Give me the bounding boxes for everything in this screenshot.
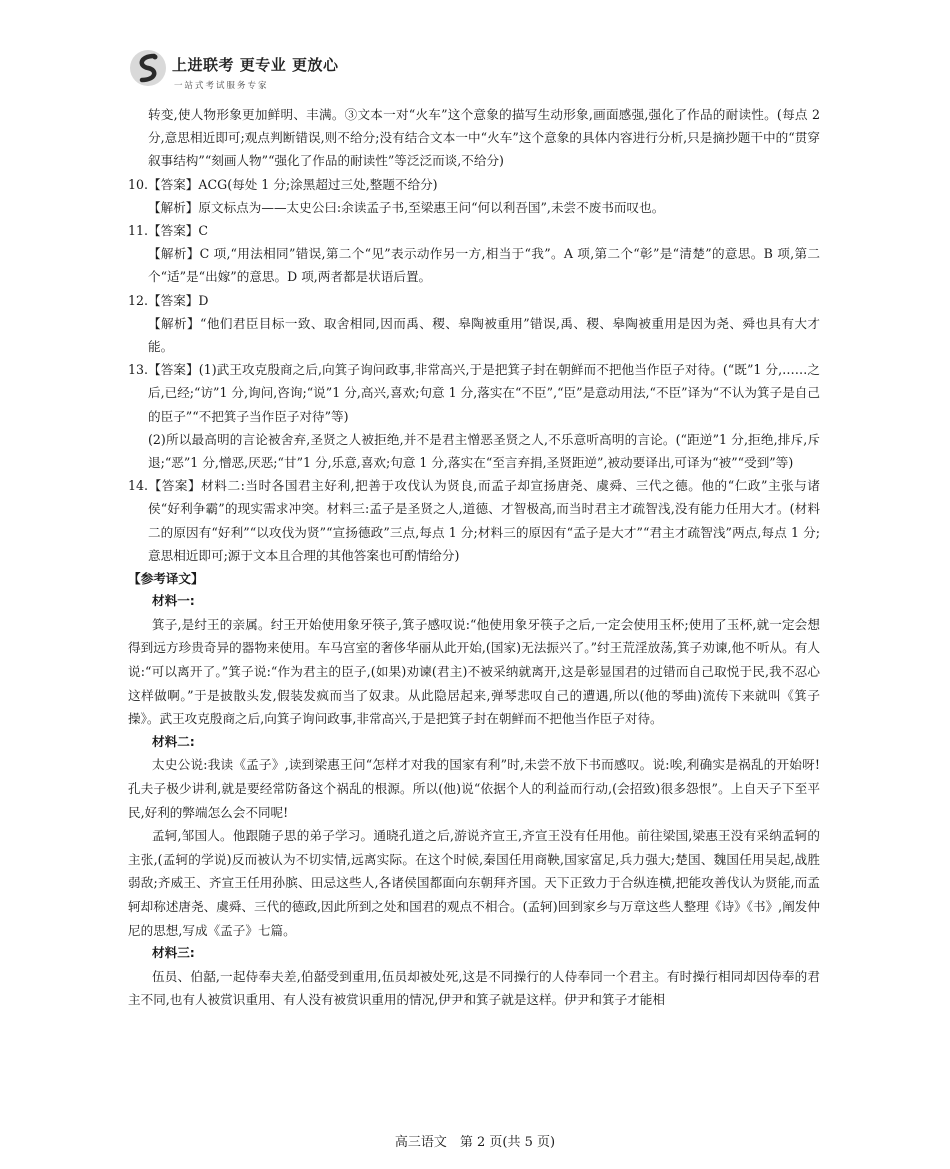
- brand-slogan: 上进联考 更专业 更放心: [172, 56, 339, 74]
- answer-13-part1: 13.【答案】(1)武王攻克殷商之后,向箕子询问政事,非常高兴,于是把箕子封在朝鲜而不把他当作臣子对待。(“既”1 分,……之后,已经;“访”1 分,询问,咨询;“说”1 分,高兴,喜欢;句意 1 分,落实在“不臣”,“臣”是意动用法,“不臣”译为“不认为箕子是自己的臣子”“不把箕子当作臣子对待”等): [128, 362, 820, 424]
- answer-12: 12.【答案】D: [128, 292, 209, 308]
- answer-list: [128, 103, 820, 567]
- header: [128, 44, 448, 100]
- brand-sub-slogan: 一站式考试服务专家: [174, 81, 269, 91]
- material-2-paragraph-1: 太史公说:我读《孟子》,读到梁惠王问“怎样才对我的国家有利”时,未尝不放下书而感叹。说:唉,利确实是祸乱的开始呀!孔夫子极少讲利,就是要经常防备这个祸乱的根源。所以(他)说“依据个人的利益而行动,(会招致)很多怨恨”。上自天子下至平民,好利的弊端怎么会不同呢!: [128, 757, 820, 820]
- answer-continuation: 转变,使人物形象更加鲜明、丰满。③文本一对“火车”这个意象的描写生动形象,画面感强,强化了作品的耐读性。(每点 2 分,意思相近即可;观点判断错误,则不给分;没有结合文本一中“火车”这个意象的具体内容进行分析,只是摘抄题干中的“贯穿叙事结构”“刻画人物”“强化了作品的耐读性”等泛泛而谈,不给分): [148, 107, 820, 169]
- answer-11: 11.【答案】C: [128, 223, 209, 239]
- material-3-title: 材料三:: [152, 945, 195, 961]
- page-content: [128, 103, 820, 1012]
- material-1-title: 材料一:: [152, 593, 195, 609]
- answer-14: 14.【答案】材料二:当时各国君主好利,把善于攻伐认为贤良,而孟子却宣扬唐尧、虞舜、三代之德。他的“仁政”主张与诸侯“好利争霸”的现实需求冲突。材料三:孟子是圣贤之人,道德、才智极高,而当时君主才疏智浅,没有能力任用大才。(材料二的原因有“好利”“以攻伐为贤”“宣扬德政”三点,每点 1 分;材料三的原因有“孟子是大才”“君主才疏智浅”两点,每点 1 分;意思相近即可;源于文本且合理的其他答案也可酌情给分): [128, 478, 820, 563]
- analysis-11: 【解析】C 项,“用法相同”错误,第二个“见”表示动作另一方,相当于“我”。A 项,第二个“彰”是“清楚”的意思。B 项,第二个“适”是“出嫁”的意思。D 项,两者都是状语后置。: [148, 246, 820, 285]
- material-3-paragraph: 伍员、伯嚭,一起侍奉夫差,伯嚭受到重用,伍员却被处死,这是不同操行的人侍奉同一个君主。有时操行相同却因侍奉的君主不同,也有人被赏识重用、有人没有被赏识重用的情况,伊尹和箕子就是这样。伊尹和箕子才能相: [128, 968, 820, 1008]
- material-2-title: 材料二:: [152, 733, 195, 749]
- answer-10: 10.【答案】ACG(每处 1 分;涂黑超过三处,整题不给分): [128, 176, 438, 192]
- answer-13-part2: (2)所以最高明的言论被舍弃,圣贤之人被拒绝,并不是君主憎恶圣贤之人,不乐意听高明的言论。(“距逆”1 分,拒绝,排斥,斥退;“恶”1 分,憎恶,厌恶;“甘”1 分,乐意,喜欢;句意 1 分,落实在“至言弃捐,圣贤距逆”,被动要译出,可译为“被”“受到”等): [148, 431, 820, 471]
- analysis-12: 【解析】“他们君臣目标一致、取舍相同,因而禹、稷、皋陶被重用”错误,禹、稷、皋陶被重用是因为尧、舜也具有大才能。: [148, 315, 820, 355]
- logo-icon: [128, 48, 168, 88]
- material-1-paragraph: 箕子,是纣王的亲属。纣王开始使用象牙筷子,箕子感叹说:“他使用象牙筷子之后,一定会使用玉杯;使用了玉杯,就一定会想得到远方珍贵奇异的器物来使用。车马宫室的奢侈华丽从此开始,(国家)无法振兴了。”纣王荒淫放荡,箕子劝谏,他不听从。有人说:“可以离开了。”箕子说:“作为君主的臣子,(如果)劝谏(君主)不被采纳就离开,这是彰显国君的过错而自己取悦于民,我不忍心这样做啊。”于是披散头发,假装发疯而当了奴隶。从此隐居起来,弹琴悲叹自己的遭遇,所以(他的琴曲)流传下来就叫《箕子操》。武王攻克殷商之后,向箕子询问政事,非常高兴,于是把箕子封在朝鲜而不把他当作臣子对待。: [128, 616, 820, 727]
- translation-heading: 【参考译文】: [128, 571, 204, 587]
- material-2-paragraph-2: 孟轲,邹国人。他跟随子思的弟子学习。通晓孔道之后,游说齐宣王,齐宣王没有任用他。前往梁国,梁惠王没有采纳孟轲的主张,(孟轲的学说)反而被认为不切实情,远离实际。在这个时候,秦国任用商鞅,国家富足,兵力强大;楚国、魏国任用吴起,战胜弱敌;齐威王、齐宣王任用孙膑、田忌这些人,各诸侯国都面向东朝拜齐国。天下正致力于合纵连横,把能攻善伐认为贤能,而孟轲却称述唐尧、虞舜、三代的德政,因此所到之处和国君的观点不相合。(孟轲)回到家乡与万章这些人整理《诗》《书》,阐发仲尼的思想,写成《孟子》七篇。: [128, 828, 820, 938]
- analysis-10: 【解析】原文标点为——太史公曰:余读孟子书,至梁惠王问“何以利吾国”,未尝不废书而叹也。: [148, 199, 665, 215]
- page-footer: 高三语文 第 2 页(共 5 页): [394, 1135, 556, 1150]
